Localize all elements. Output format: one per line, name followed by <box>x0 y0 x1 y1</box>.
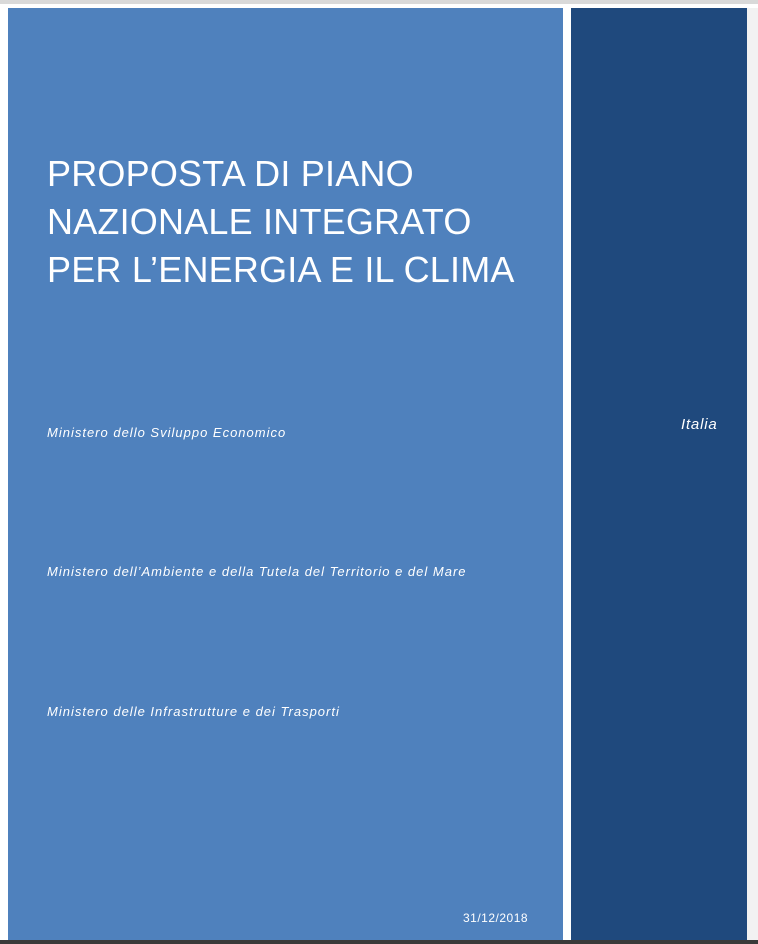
title-line-1: PROPOSTA DI PIANO <box>47 153 414 194</box>
cover-left-panel <box>8 8 563 940</box>
ministry-economic-development: Ministero dello Sviluppo Economico <box>47 425 287 440</box>
document-date: 31/12/2018 <box>463 911 529 925</box>
cover-right-panel <box>571 8 747 940</box>
ministry-infrastructure: Ministero delle Infrastrutture e dei Trasporti <box>47 704 340 719</box>
bottom-border <box>0 940 758 944</box>
document-title <box>47 150 547 294</box>
page-right-margin <box>747 8 758 944</box>
title-line-3: PER L’ENERGIA E IL CLIMA <box>47 249 515 290</box>
title-line-2: NAZIONALE INTEGRATO <box>47 201 472 242</box>
top-border <box>0 0 758 4</box>
ministry-environment: Ministero dell’Ambiente e della Tutela del Territorio e del Mare <box>47 564 467 579</box>
country-label: Italia <box>681 416 718 433</box>
